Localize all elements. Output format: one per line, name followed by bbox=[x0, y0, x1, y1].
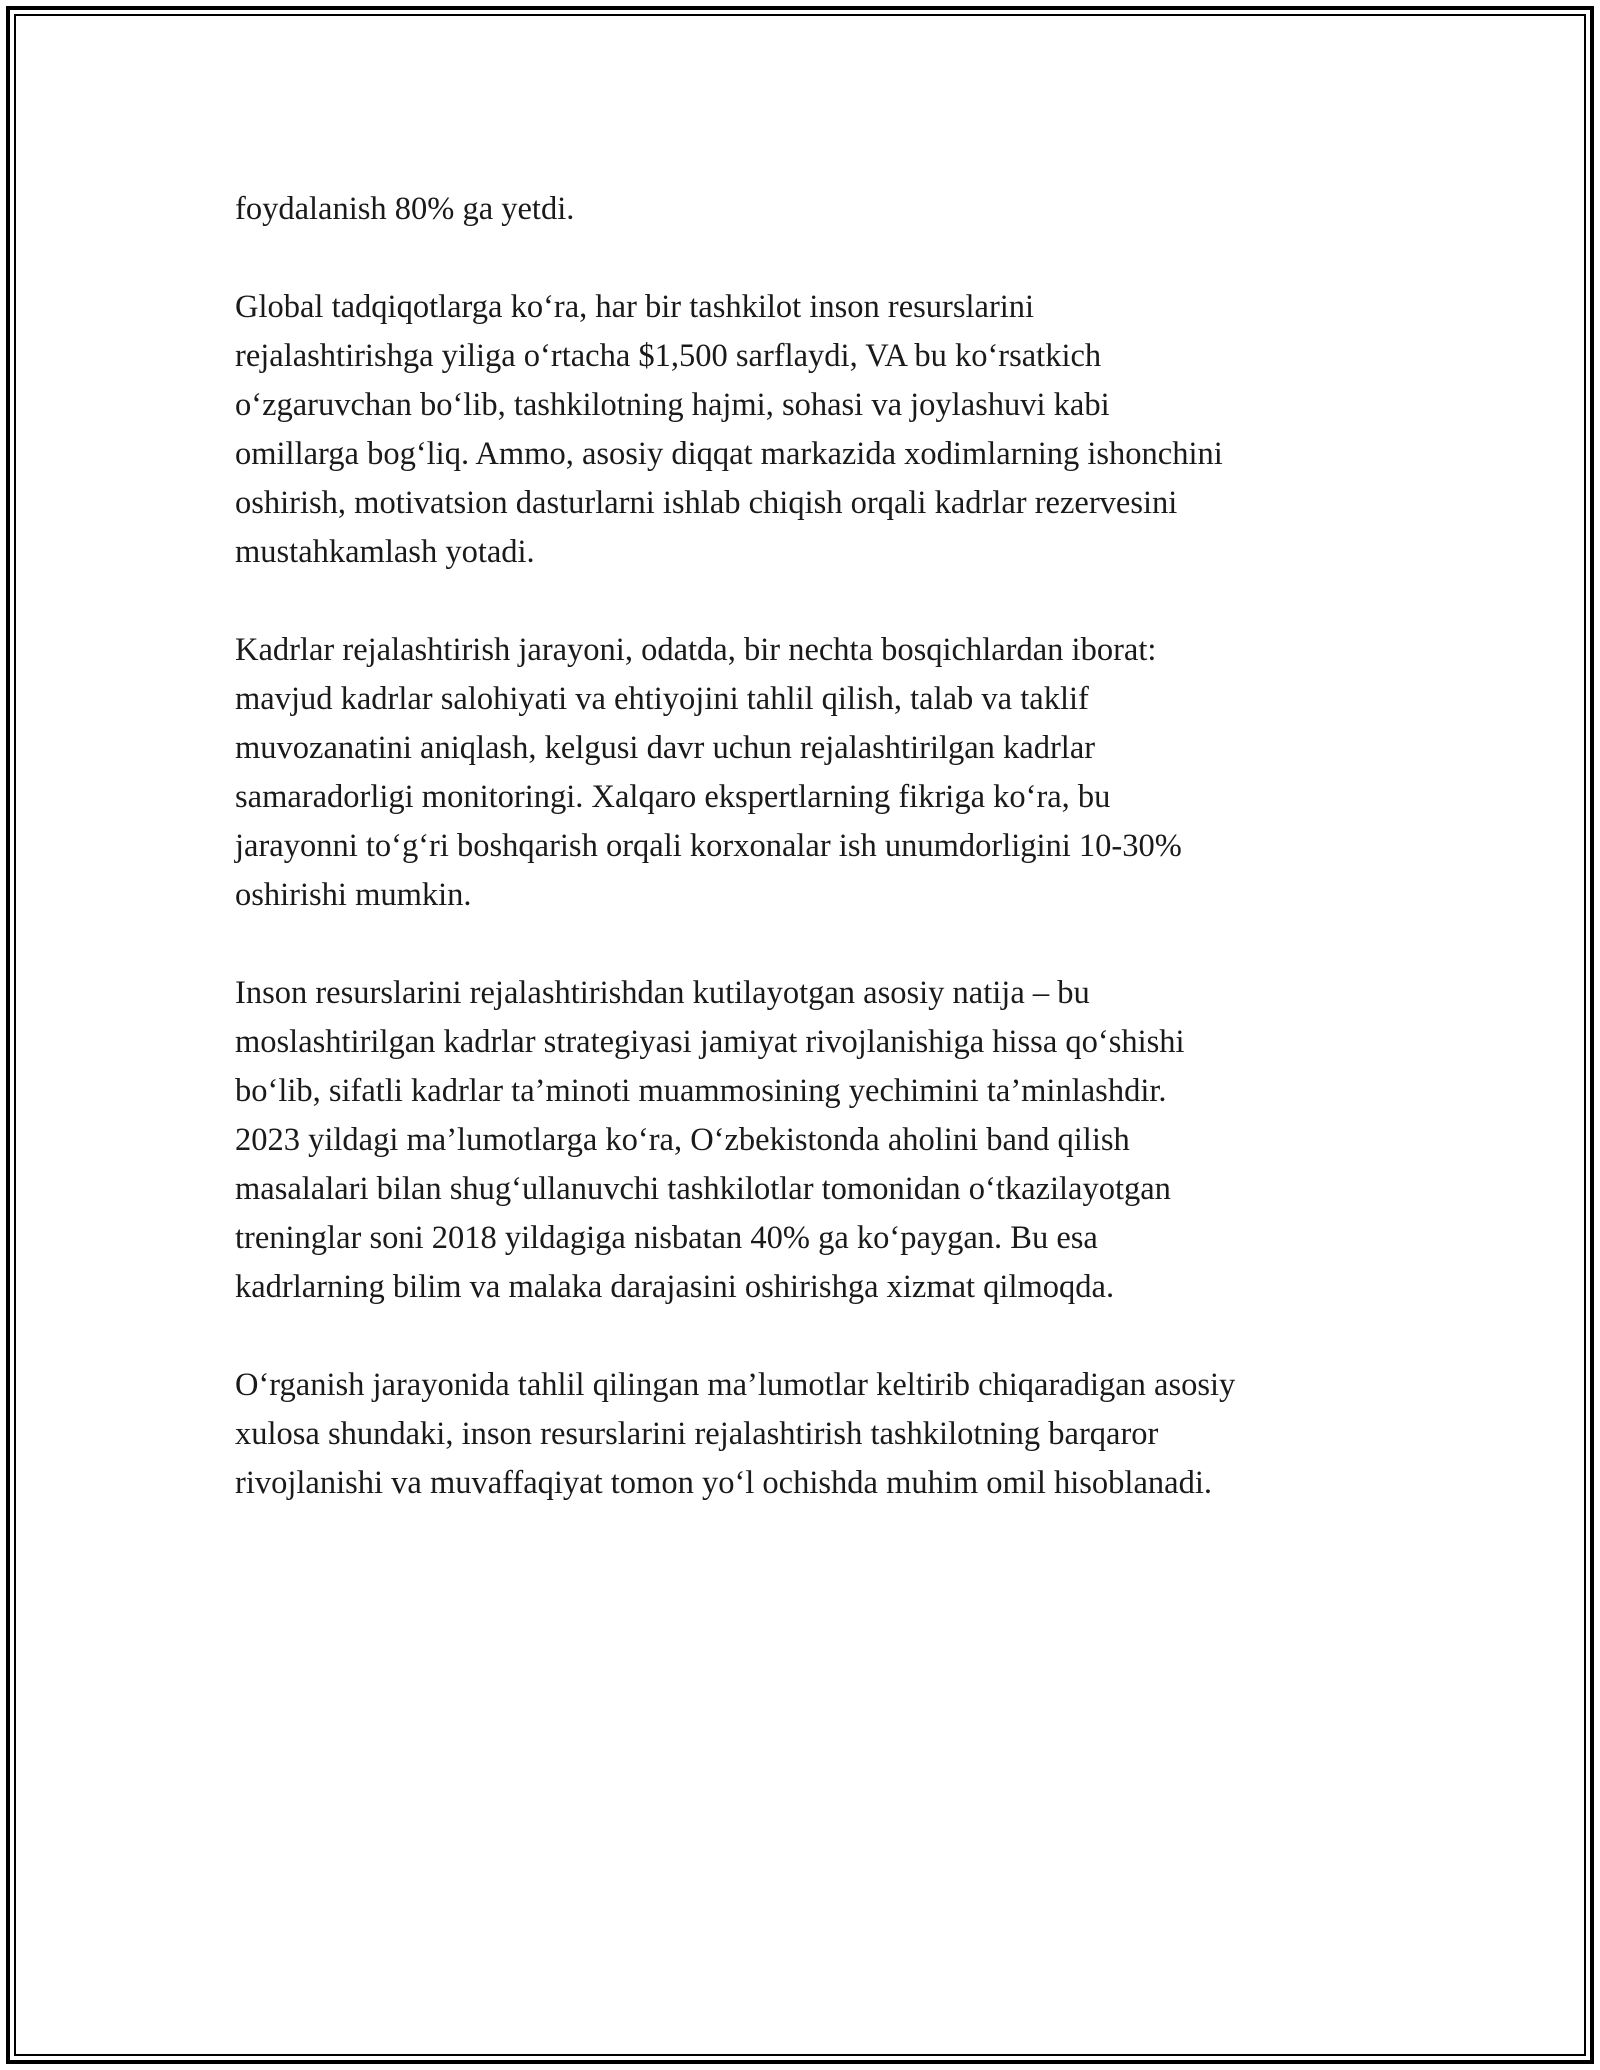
text-line: oshirish, motivatsion dasturlarni ishlab chiqish orqali kadrlar rezervesini bbox=[235, 485, 1178, 521]
document-body bbox=[235, 185, 1395, 1557]
text-line: rejalashtirishga yiliga o‘rtacha $1,500 sarflaydi, VA bu ko‘rsatkich bbox=[235, 338, 1102, 374]
text-line: Inson resurslarini rejalashtirishdan kutilayotgan asosiy natija – bu bbox=[235, 975, 1090, 1011]
text-line: rivojlanishi va muvaffaqiyat tomon yo‘l ochishda muhim omil hisoblanadi. bbox=[235, 1465, 1212, 1501]
text-line: xulosa shundaki, inson resurslarini rejalashtirish tashkilotning barqaror bbox=[235, 1416, 1159, 1452]
text-line: muvozanatini aniqlash, kelgusi davr uchun rejalashtirilgan kadrlar bbox=[235, 730, 1096, 766]
text-line: bo‘lib, sifatli kadrlar ta’minoti muammosining yechimini ta’minlashdir. bbox=[235, 1073, 1167, 1109]
text-line: oshirishi mumkin. bbox=[235, 877, 472, 913]
text-line: O‘rganish jarayonida tahlil qilingan ma’lumotlar keltirib chiqaradigan asosiy bbox=[235, 1367, 1236, 1403]
text-line: samaradorligi monitoringi. Xalqaro ekspertlarning fikriga ko‘ra, bu bbox=[235, 779, 1111, 815]
paragraph-1 bbox=[235, 185, 1395, 234]
text-line: masalalari bilan shug‘ullanuvchi tashkilotlar tomonidan o‘tkazilayotgan bbox=[235, 1171, 1171, 1207]
paragraph-4 bbox=[235, 969, 1395, 1312]
text-line: kadrlarning bilim va malaka darajasini oshirishga xizmat qilmoqda. bbox=[235, 1269, 1115, 1305]
text-line: moslashtirilgan kadrlar strategiyasi jamiyat rivojlanishiga hissa qo‘shishi bbox=[235, 1024, 1185, 1060]
text-line: foydalanish 80% ga yetdi. bbox=[235, 191, 575, 227]
text-line: treninglar soni 2018 yildagiga nisbatan 40% ga ko‘paygan. Bu esa bbox=[235, 1220, 1098, 1256]
text-line: mavjud kadrlar salohiyati va ehtiyojini tahlil qilish, talab va taklif bbox=[235, 681, 1089, 717]
text-line: mustahkamlash yotadi. bbox=[235, 534, 535, 570]
text-line: omillarga bog‘liq. Ammo, asosiy diqqat markazida xodimlarning ishonchini bbox=[235, 436, 1223, 472]
paragraph-5 bbox=[235, 1361, 1395, 1508]
paragraph-2 bbox=[235, 283, 1395, 577]
text-line: Kadrlar rejalashtirish jarayoni, odatda, bir nechta bosqichlardan iborat: bbox=[235, 632, 1157, 668]
paragraph-3 bbox=[235, 626, 1395, 920]
text-line: jarayonni to‘g‘ri boshqarish orqali korxonalar ish unumdorligini 10-30% bbox=[235, 828, 1182, 864]
text-line: 2023 yildagi ma’lumotlarga ko‘ra, O‘zbekistonda aholini band qilish bbox=[235, 1122, 1130, 1158]
text-line: Global tadqiqotlarga ko‘ra, har bir tashkilot inson resurslarini bbox=[235, 289, 1035, 325]
text-line: o‘zgaruvchan bo‘lib, tashkilotning hajmi, sohasi va joylashuvi kabi bbox=[235, 387, 1110, 423]
